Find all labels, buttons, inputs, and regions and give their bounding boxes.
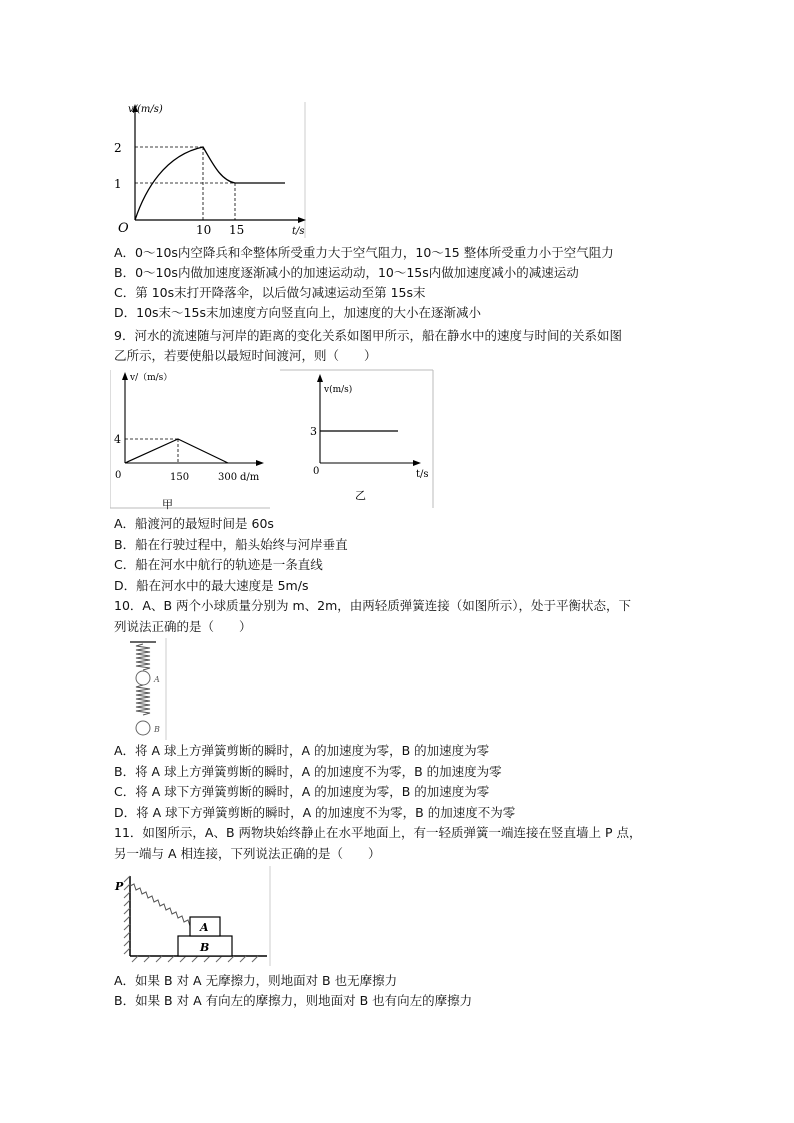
q10-spring-figure <box>118 638 178 740</box>
q11-option-b: B．如果 B 对 A 有向左的摩擦力，则地面对 B 也有向左的摩擦力 <box>114 993 473 1008</box>
x-tick-10: 10 <box>196 223 212 237</box>
q8-option-c: C．第 10s末打开降落伞，以后做匀减速运动至第 15s末 <box>114 285 426 300</box>
spring <box>130 884 193 929</box>
jia-caption: 甲 <box>162 498 173 511</box>
q11-stem-line2: 另一端与 A 相连接，下列说法正确的是（ ） <box>114 846 381 861</box>
ball-a <box>136 671 150 685</box>
q9-graphs <box>110 368 440 513</box>
jia-x-tick-300: 300 <box>218 472 238 483</box>
q9-option-d: D．船在河水中的最大速度是 5m/s <box>114 578 309 593</box>
q11-option-a: A．如果 B 对 A 无摩擦力，则地面对 B 也无摩擦力 <box>114 973 398 988</box>
origin-label: O <box>118 221 129 236</box>
label-a: A <box>154 675 160 684</box>
jia-y-tick: 4 <box>114 433 121 446</box>
x-tick-15: 15 <box>229 223 245 237</box>
q8-option-b: B．0～10s内做加速度逐渐减小的加速运动动，10～15s内做加速度减小的减速运动 <box>114 265 579 280</box>
y-tick-2: 2 <box>114 141 122 155</box>
q9-option-c: C．船在河水中航行的轨迹是一条直线 <box>114 557 323 572</box>
q9-option-b: B．船在行驶过程中，船头始终与河岸垂直 <box>114 537 348 552</box>
upper-spring <box>136 644 150 670</box>
jia-x-tick-150: 150 <box>170 472 190 483</box>
lower-spring <box>136 685 150 715</box>
ball-b <box>136 721 150 735</box>
yi-x-label: t/s <box>416 469 429 480</box>
q8-option-d: D．10s末～15s末加速度方向竖直向上，加速度的大小在逐渐减小 <box>114 305 481 320</box>
yi-caption: 乙 <box>355 489 366 502</box>
q11-stem-line1: 11．如图所示，A、B 两物块始终静止在水平地面上，有一轻质弹簧一端连接在竖直墙上 P 点， <box>114 825 642 840</box>
yi-y-label: v(m/s) <box>324 385 353 395</box>
yi-origin: 0 <box>313 466 320 477</box>
q10-option-c: C．将 A 球下方弹簧剪断的瞬时，A 的加速度为零，B 的加速度为零 <box>114 784 490 799</box>
q10-option-a: A．将 A 球上方弹簧剪断的瞬时，A 的加速度为零，B 的加速度为零 <box>114 743 490 758</box>
label-b: B <box>200 941 210 954</box>
label-b: B <box>154 725 160 734</box>
q10-stem-line1: 10．A、B 两个小球质量分别为 m、2m，由两轻质弹簧连接（如图所示），处于平衡状态，下 <box>114 598 632 613</box>
y-tick-1: 1 <box>114 177 122 191</box>
q10-option-d: D．将 A 球下方弹簧剪断的瞬时，A 的加速度不为零，B 的加速度不为零 <box>114 805 516 820</box>
q9-option-a: A．船渡河的最短时间是 60s <box>114 516 274 531</box>
label-a: A <box>200 921 209 934</box>
q10-option-b: B．将 A 球上方弹簧剪断的瞬时，A 的加速度不为零，B 的加速度为零 <box>114 764 502 779</box>
q8-option-a: A．0～10s内空降兵和伞整体所受重力大于空气阻力，10～15 整体所受重力小于空气阻力 <box>114 245 614 260</box>
velocity-curve <box>135 147 285 220</box>
x-axis-label: t/s <box>292 226 305 237</box>
q9-stem-line2: 乙所示，若要使船以最短时间渡河，则（ ） <box>114 348 377 363</box>
q11-block-figure <box>112 866 274 966</box>
label-p: P <box>115 880 124 893</box>
q8-velocity-graph <box>110 100 310 240</box>
q9-stem-line1: 9．河水的流速随与河岸的距离的变化关系如图甲所示，船在静水中的速度与时间的关系如图 <box>114 328 622 343</box>
yi-y-tick: 3 <box>310 425 317 438</box>
jia-y-label: v/（m/s） <box>130 373 173 383</box>
graph-yi <box>310 374 429 502</box>
y-axis-label: v/(m/s) <box>128 104 163 115</box>
jia-flow-profile <box>125 439 228 463</box>
jia-x-label: d/m <box>240 472 260 483</box>
graph-jia <box>114 372 264 511</box>
q10-stem-line2: 列说法正确的是（ ） <box>114 619 252 634</box>
jia-origin: 0 <box>115 470 122 481</box>
